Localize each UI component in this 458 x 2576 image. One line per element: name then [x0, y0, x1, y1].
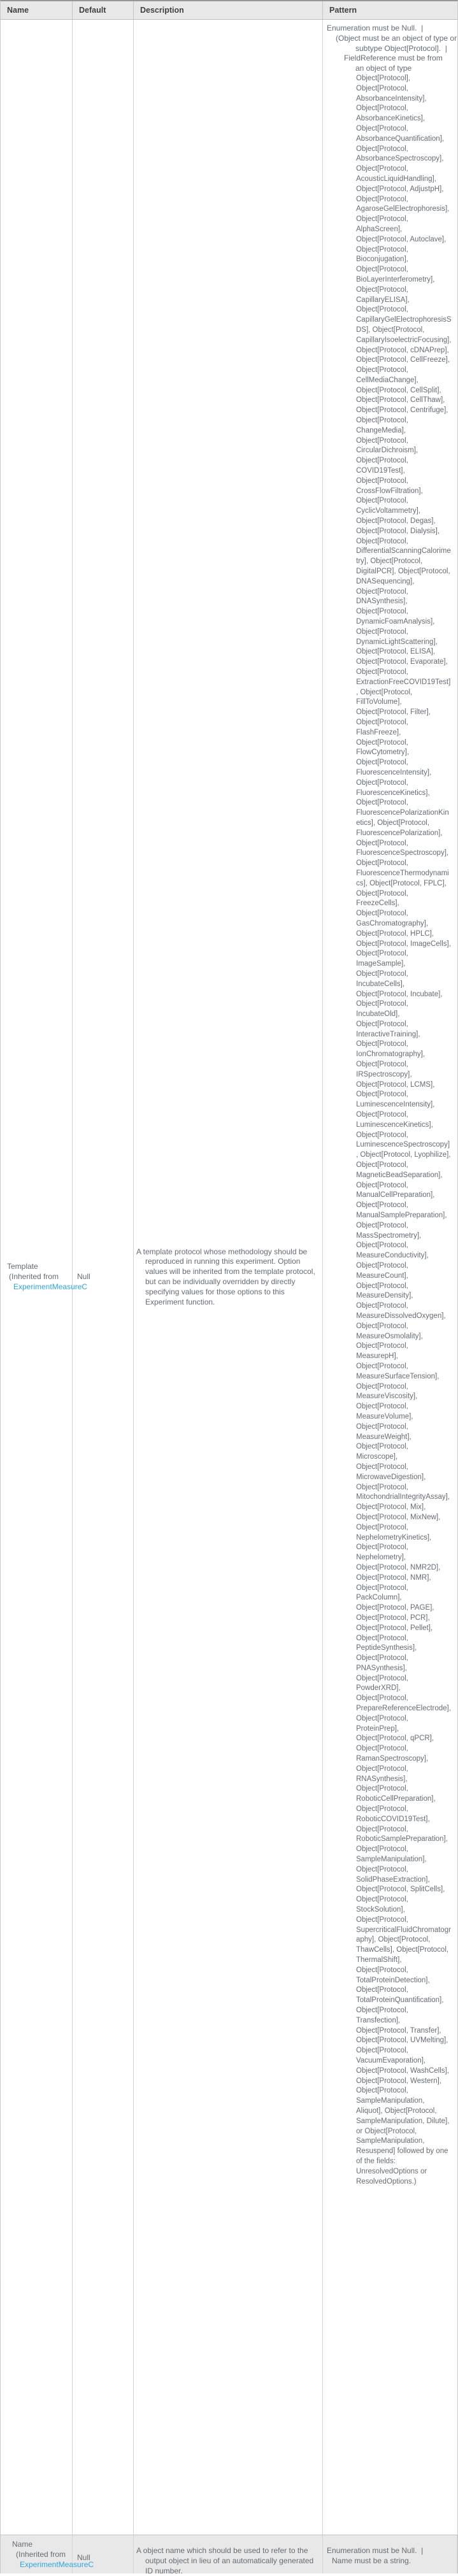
table-row-template — [1, 20, 457, 2535]
template-pattern-cell — [323, 20, 457, 2535]
table-header-row — [1, 1, 457, 20]
option-name: Template — [7, 1262, 38, 1271]
template-default-cell — [73, 20, 134, 2535]
name-default-cell — [73, 2535, 134, 2573]
column-header-description: Description — [134, 1, 323, 19]
pattern-text: Enumeration must be Null. | Name must be a string. — [327, 2546, 424, 2565]
column-header-default: Default — [73, 1, 134, 19]
experiment-function-link[interactable]: ExperimentMeasureC — [20, 2559, 94, 2569]
table-row-name — [1, 2535, 457, 2573]
column-header-name: Name — [1, 1, 73, 19]
pattern-intro: Enumeration must be Null. | (Object must be an object of type or subtype Object[Protocol]. | FieldReference must be from an object of type — [327, 24, 457, 73]
column-header-pattern: Pattern — [329, 6, 357, 15]
template-description-cell — [134, 20, 323, 2535]
option-name: Name — [12, 2540, 33, 2549]
default-value: Null — [77, 1272, 90, 1282]
pattern-protocol-list: Object[Protocol], Object[Protocol, AbsorbanceIntensity], Object[Protocol, AbsorbanceKinetics], Object[Protocol, AbsorbanceQuantification], Object[Protocol, AbsorbanceSpectroscopy], Object[Protocol, AcousticLiquidHandling], Object[Protocol, AdjustpH], Object[Protocol, AgaroseGelElectrophoresis], Object[Protocol, AlphaScreen], Object[Protocol, Autoclave], Object[Protocol, Bioconjugation], Object[Protocol, BioLayerInterferometry], Object[Protocol, CapillaryELISA], Object[Protocol, CapillaryGelElectrophoresisSDS], Object[Protocol, CapillaryIsoelectricFocusing], Object[Protocol, cDNAPrep], Object[Protocol, CellFreeze], Object[Protocol, CellMediaChange], Object[Protocol, CellSplit], Object[Protocol, CellThaw], Object[Protocol, Centrifuge], Object[Protocol, ChangeMedia], Object[Protocol, CircularDichroism], Object[Protocol, COVID19Test], Object[Protocol, CrossFlowFiltration], Object[Protocol, CyclicVoltammetry], Object[Protocol, Degas], Object[Protocol, Dialysis], Object[Protocol, DifferentialScanningCalorimetry], Object[Protocol, DigitalPCR], Object[Protocol, DNASequencing], Object[Protocol, DNASynthesis], Object[Protocol, DynamicFoamAnalysis], Object[Protocol, DynamicLightScattering], Object[Protocol, ELISA], Object[Protocol, Evaporate], Object[Protocol, ExtractionFreeCOVID19Test], Object[Protocol, FillToVolume], Object[Protocol, Filter], Object[Protocol, FlashFreeze], Object[Protocol, FlowCytometry], Object[Protocol, FluorescenceIntensity], Object[Protocol, FluorescenceKinetics], Object[Protocol, FluorescencePolarizationKinetics], Object[Protocol, FluorescencePolarization], Object[Protocol, FluorescenceSpectroscopy], Object[Protocol, FluorescenceThermodynamics], Object[Protocol, FPLC], Object[Protocol, FreezeCells], Object[Protocol, GasChromatography], Object[Protocol, HPLC], Object[Protocol, ImageCells], Object[Protocol, ImageSample], Object[Protocol, IncubateCells], Object[Protocol, Incubate], Object[Protocol, IncubateOld], Object[Protocol, InteractiveTraining], Object[Protocol, IonChromatography], Object[Protocol, IRSpectroscopy], Object[Protocol, LCMS], Object[Protocol, LuminescenceIntensity], Object[Protocol, LuminescenceKinetics], Object[Protocol, LuminescenceSpectroscopy], Object[Protocol, Lyophilize], Object[Protocol, MagneticBeadSeparation], Object[Protocol, ManualCellPreparation], Object[Protocol, ManualSamplePreparation], Object[Protocol, MassSpectrometry], Object[Protocol, MeasureConductivity], Object[Protocol, MeasureCount], Object[Protocol, MeasureDensity], Object[Protocol, MeasureDissolvedOxygen], Object[Protocol, MeasureOsmolality], Object[Protocol, MeasurepH], Object[Protocol, MeasureSurfaceTension], Object[Protocol, MeasureViscosity], Object[Protocol, MeasureVolume], Object[Protocol, MeasureWeight], Object[Protocol, Microscope], Object[Protocol, MicrowaveDigestion], Object[Protocol, MitochondrialIntegrityAssay], Object[Protocol, Mix], Object[Protocol, MixNew], Object[Protocol, NephelometryKinetics], Object[Protocol, Nephelometry], Object[Protocol, NMR2D], Object[Protocol, NMR], Object[Protocol, PackColumn], Object[Protocol, PAGE], Object[Protocol, PCR], Object[Protocol, Pellet], Object[Protocol, PeptideSynthesis], Object[Protocol, PNASynthesis], Object[Protocol, PowderXRD], Object[Protocol, PrepareReferenceElectrode], Object[Protocol, ProteinPrep], Object[Protocol, qPCR], Object[Protocol, RamanSpectroscopy], Object[Protocol, RNASynthesis], Object[Protocol, RoboticCellPreparation], Object[Protocol, RoboticCOVID19Test], Object[Protocol, RoboticSamplePreparation], Object[Protocol, SampleManipulation], Object[Protocol, SolidPhaseExtraction], Object[Protocol, SplitCells], Object[Protocol, StockSolution], Object[Protocol, SupercriticalFluidChromatography], Object[Protocol, ThawCells], Object[Protocol, ThermalShift], Object[Protocol, TotalProteinDetection], Object[Protocol, TotalProteinQuantification], Object[Protocol, Transfection], Object[Protocol, Transfer], Object[Protocol, UVMelting], Object[Protocol, VacuumEvaporation], Object[Protocol, WashCells], Object[Protocol, Western], Object[Protocol, SampleManipulation, Aliquot], Object[Protocol, SampleManipulation, Dilute], or Object[Protocol, SampleManipulation, Resuspend] followed by one of the fields: UnresolvedOptions or ResolvedOptions.) — [356, 74, 452, 2186]
description-text: A object name which should be used to refer to the output object in lieu of an automatically generated ID number. — [136, 2546, 314, 2575]
description-text: A template protocol whose methodology should be reproduced in running this experiment. Option values will be inherited from the template protocol, but can be individually overridden by directly specifying values for those options to this Experiment function. — [136, 1247, 315, 1306]
inherited-from-label: (Inherited from — [16, 2549, 66, 2559]
default-value: Null — [77, 2553, 90, 2562]
experiment-function-link[interactable]: ExperimentMeasureC — [13, 1282, 88, 1291]
inherited-from-label: (Inherited from — [9, 1272, 59, 1282]
name-pattern-cell — [323, 2535, 457, 2573]
name-description-cell — [134, 2535, 323, 2573]
